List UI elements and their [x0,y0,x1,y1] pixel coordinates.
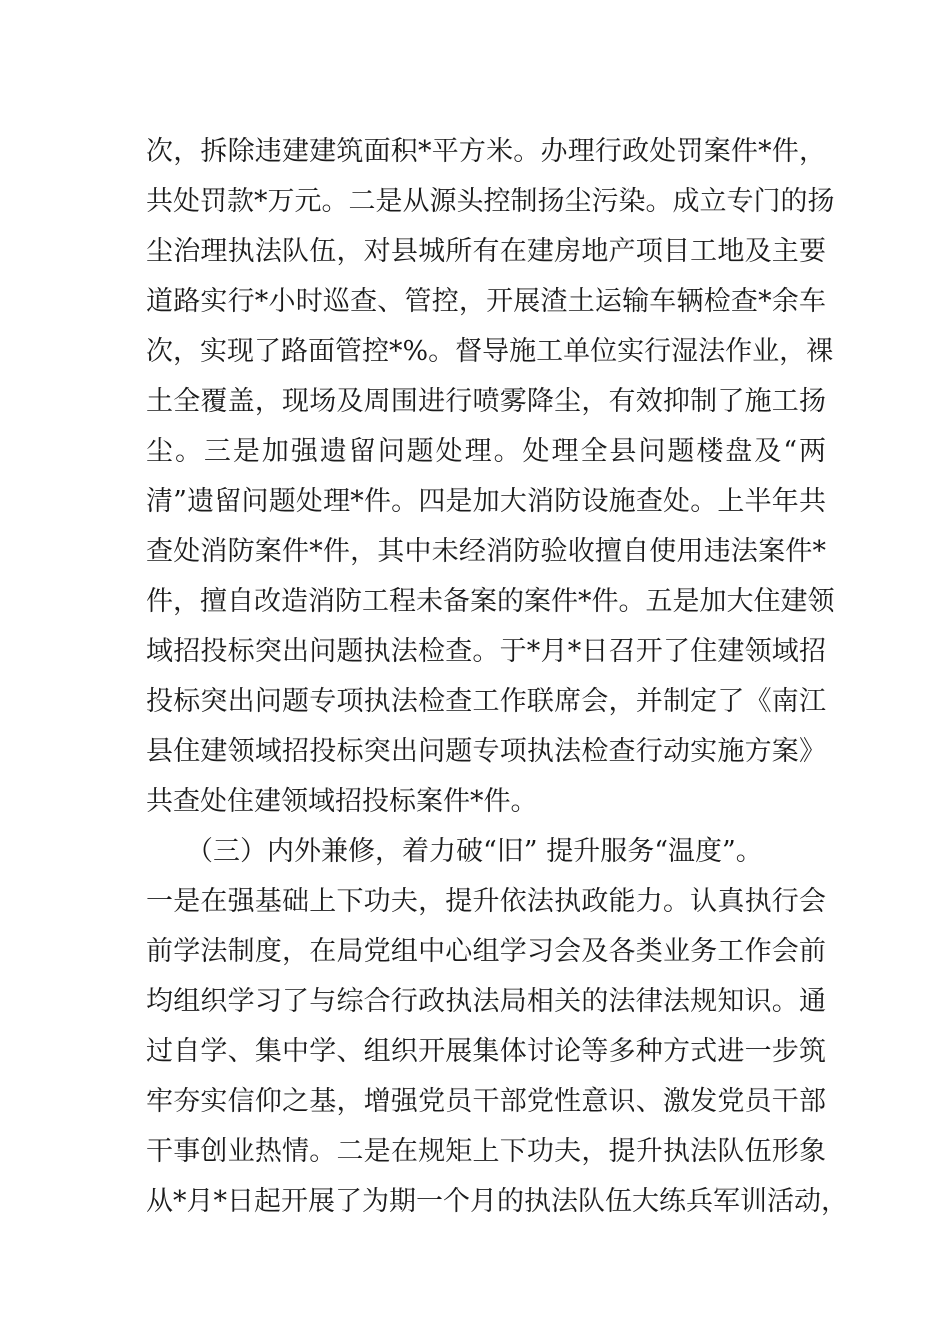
text-line: 域招投标突出问题执法检查。于*月*日召开了住建领域招 [146,636,826,667]
text-line: 尘治理执法队伍，对县城所有在建房地产项目工地及主要 [146,236,826,267]
text-line: 投标突出问题专项执法检查工作联席会，并制定了《南江 [146,686,826,717]
text-line: 共处罚款*万元。二是从源头控制扬尘污染。成立专门的扬 [146,186,835,217]
text-line: 过自学、集中学、组织开展集体讨论等多种方式进一步筑 [146,1036,826,1067]
text-line: 从*月*日起开展了为期一个月的执法队伍大练兵军训活动， [146,1186,848,1217]
section-heading: （三）内外兼修，着力破“旧” 提升服务“温度”。 [186,836,763,867]
text-line: 土全覆盖，现场及周围进行喷雾降尘，有效抑制了施工扬 [146,386,826,417]
text-line: 次，实现了路面管控*%。督导施工单位实行湿法作业，裸 [146,336,834,367]
text-line: 清”遗留问题处理*件。四是加大消防设施查处。上半年共 [146,486,826,517]
paragraph-end-line: 共查处住建领域招投标案件*件。 [146,786,538,817]
text-line: 前学法制度，在局党组中心组学习会及各类业务工作会前 [146,936,826,967]
text-line: 牢夯实信仰之基，增强党员干部党性意识、激发党员干部 [146,1086,826,1117]
text-line: 均组织学习了与综合行政执法局相关的法律法规知识。通 [146,986,826,1017]
text-line: 道路实行*小时巡查、管控，开展渣土运输车辆检查*余车 [146,286,826,317]
text-line: 查处消防案件*件，其中未经消防验收擅自使用违法案件* [146,536,826,567]
text-line: 干事创业热情。二是在规矩上下功夫，提升执法队伍形象 [146,1136,826,1167]
text-line: 一是在强基础上下功夫，提升依法执政能力。认真执行会 [146,886,826,917]
text-line: 县住建领域招投标突出问题专项执法检查行动实施方案》 [146,736,826,767]
text-line: 尘。三是加强遗留问题处理。处理全县问题楼盘及“两 [146,436,826,467]
text-line: 件，擅自改造消防工程未备案的案件*件。五是加大住建领 [146,586,835,617]
text-line: 次，拆除违建建筑面积*平方米。办理行政处罚案件*件， [146,136,826,167]
